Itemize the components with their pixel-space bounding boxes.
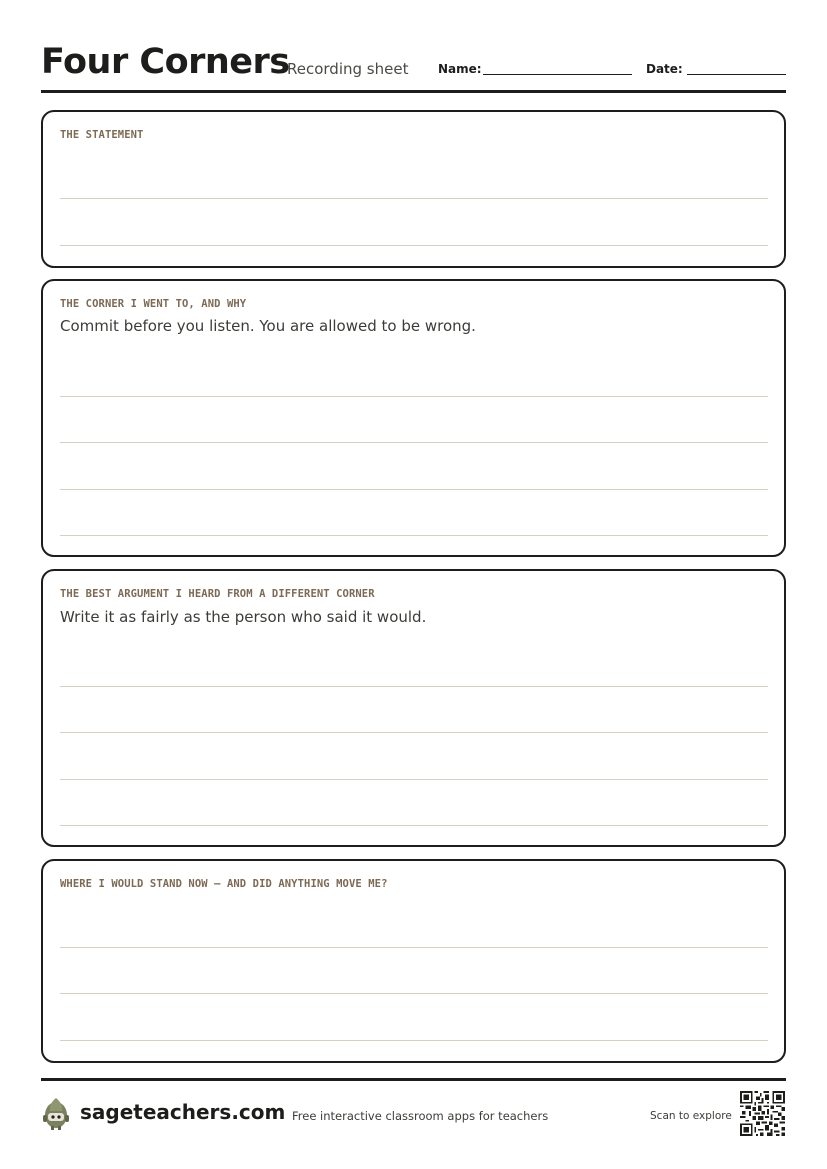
section-stand-now — [41, 859, 786, 1063]
section-best-argument — [41, 569, 786, 847]
writing-line[interactable] — [60, 396, 768, 397]
section-statement — [41, 110, 786, 268]
section-hint: Write it as fairly as the person who said it would. — [60, 608, 427, 626]
writing-line[interactable] — [60, 489, 768, 490]
writing-line[interactable] — [60, 245, 768, 246]
section-label: THE STATEMENT — [60, 129, 144, 141]
writing-line[interactable] — [60, 779, 768, 780]
footer-tagline: Free interactive classroom apps for teachers — [292, 1109, 549, 1123]
header-divider — [41, 90, 786, 93]
sage-mascot-icon — [41, 1096, 71, 1130]
scan-label: Scan to explore — [650, 1110, 732, 1122]
brand-name[interactable]: sageteachers.com — [80, 1100, 286, 1124]
writing-line[interactable] — [60, 442, 768, 443]
writing-line[interactable] — [60, 686, 768, 687]
name-label: Name: — [438, 62, 482, 76]
date-field[interactable] — [687, 74, 786, 75]
page-subtitle: Recording sheet — [287, 60, 409, 78]
writing-line[interactable] — [60, 1040, 768, 1041]
date-label: Date: — [646, 62, 683, 76]
section-label: WHERE I WOULD STAND NOW — AND DID ANYTHING MOVE ME? — [60, 878, 388, 890]
section-hint: Commit before you listen. You are allowed to be wrong. — [60, 317, 476, 335]
footer-divider — [41, 1078, 786, 1081]
writing-line[interactable] — [60, 825, 768, 826]
worksheet-header — [41, 40, 786, 90]
section-corner-why — [41, 279, 786, 557]
writing-line[interactable] — [60, 535, 768, 536]
writing-line[interactable] — [60, 198, 768, 199]
writing-line[interactable] — [60, 732, 768, 733]
page-title: Four Corners — [41, 42, 290, 82]
qr-code-icon — [740, 1091, 785, 1136]
name-field[interactable] — [483, 74, 632, 75]
writing-line[interactable] — [60, 993, 768, 994]
section-label: THE BEST ARGUMENT I HEARD FROM A DIFFERENT CORNER — [60, 588, 375, 600]
writing-line[interactable] — [60, 947, 768, 948]
section-label: THE CORNER I WENT TO, AND WHY — [60, 298, 247, 310]
